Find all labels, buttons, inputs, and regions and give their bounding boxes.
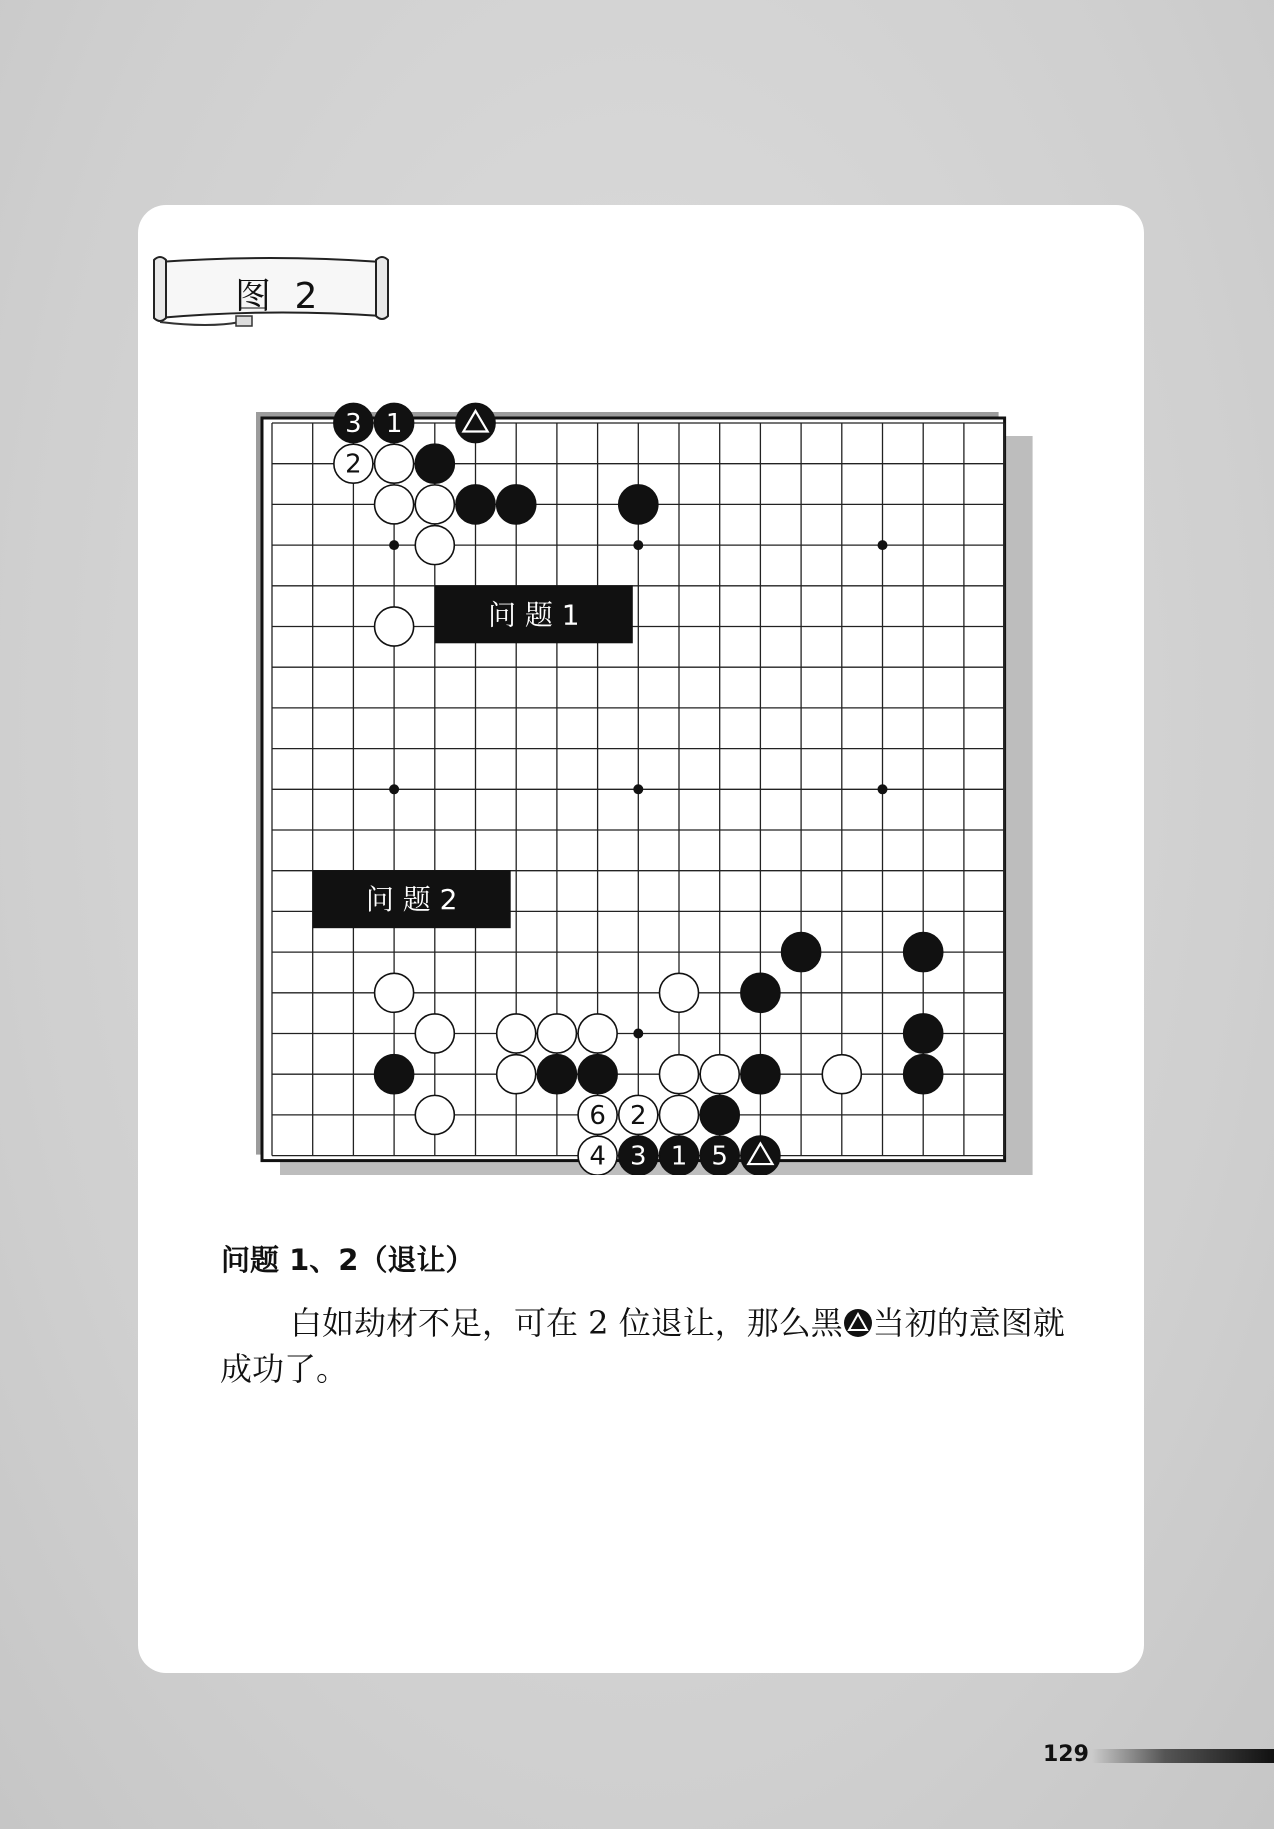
black-triangle-stone-icon xyxy=(843,1308,873,1338)
star-point xyxy=(878,540,888,550)
star-point xyxy=(633,1029,643,1039)
black-stone xyxy=(497,485,536,524)
stone-number: 6 xyxy=(589,1100,606,1131)
black-stone xyxy=(700,1095,739,1134)
paragraph-text-after: 当初的意图就成功了。 xyxy=(220,1304,1065,1388)
star-point xyxy=(633,540,643,550)
white-stone xyxy=(375,485,414,524)
black-stone xyxy=(904,1055,943,1094)
white-stone xyxy=(659,1055,698,1094)
problem-1-label: 问 题 1 xyxy=(487,598,580,632)
black-stone xyxy=(375,1055,414,1094)
stone-number: 3 xyxy=(345,409,362,439)
problem-2-label: 问 题 2 xyxy=(365,883,458,917)
stone-number: 1 xyxy=(385,409,403,439)
stone-number: 2 xyxy=(345,449,362,480)
figure-banner xyxy=(150,252,390,328)
paragraph-text-before: 白如劫材不足，可在 2 位退让，那么黑 xyxy=(290,1304,843,1342)
black-stone xyxy=(415,444,454,483)
black-stone xyxy=(741,973,780,1012)
star-point xyxy=(389,540,399,550)
question-heading: 问题 1、2（退让） xyxy=(221,1243,475,1277)
black-stone xyxy=(578,1055,617,1094)
stone-number: 4 xyxy=(589,1141,606,1172)
go-board-diagram xyxy=(250,395,1040,1175)
star-point xyxy=(878,784,888,794)
white-stone xyxy=(497,1014,536,1053)
stone-number: 2 xyxy=(630,1100,647,1131)
stone-number: 5 xyxy=(711,1141,728,1172)
figure-title: 图 2 xyxy=(235,276,324,317)
black-stone xyxy=(741,1055,780,1094)
white-stone xyxy=(415,1095,454,1134)
stone-number: 3 xyxy=(630,1141,647,1172)
white-stone xyxy=(659,1095,698,1134)
stone-number: 1 xyxy=(670,1141,688,1172)
black-stone xyxy=(904,1014,943,1053)
black-stone xyxy=(537,1055,576,1094)
body-paragraph xyxy=(220,1300,1070,1392)
white-stone xyxy=(497,1055,536,1094)
star-point xyxy=(389,784,399,794)
page-edge-bar xyxy=(1092,1749,1274,1763)
white-stone xyxy=(822,1055,861,1094)
page-number: 129 xyxy=(1043,1742,1089,1767)
white-stone xyxy=(659,973,698,1012)
white-stone xyxy=(375,973,414,1012)
white-stone xyxy=(415,485,454,524)
white-stone xyxy=(578,1014,617,1053)
white-stone xyxy=(375,444,414,483)
go-board xyxy=(250,395,1040,1175)
white-stone xyxy=(375,607,414,646)
black-stone xyxy=(904,933,943,972)
white-stone xyxy=(415,1014,454,1053)
white-stone xyxy=(537,1014,576,1053)
black-stone xyxy=(456,485,495,524)
star-point xyxy=(633,784,643,794)
black-stone xyxy=(619,485,658,524)
white-stone xyxy=(415,526,454,565)
white-stone xyxy=(700,1055,739,1094)
black-stone xyxy=(782,933,821,972)
